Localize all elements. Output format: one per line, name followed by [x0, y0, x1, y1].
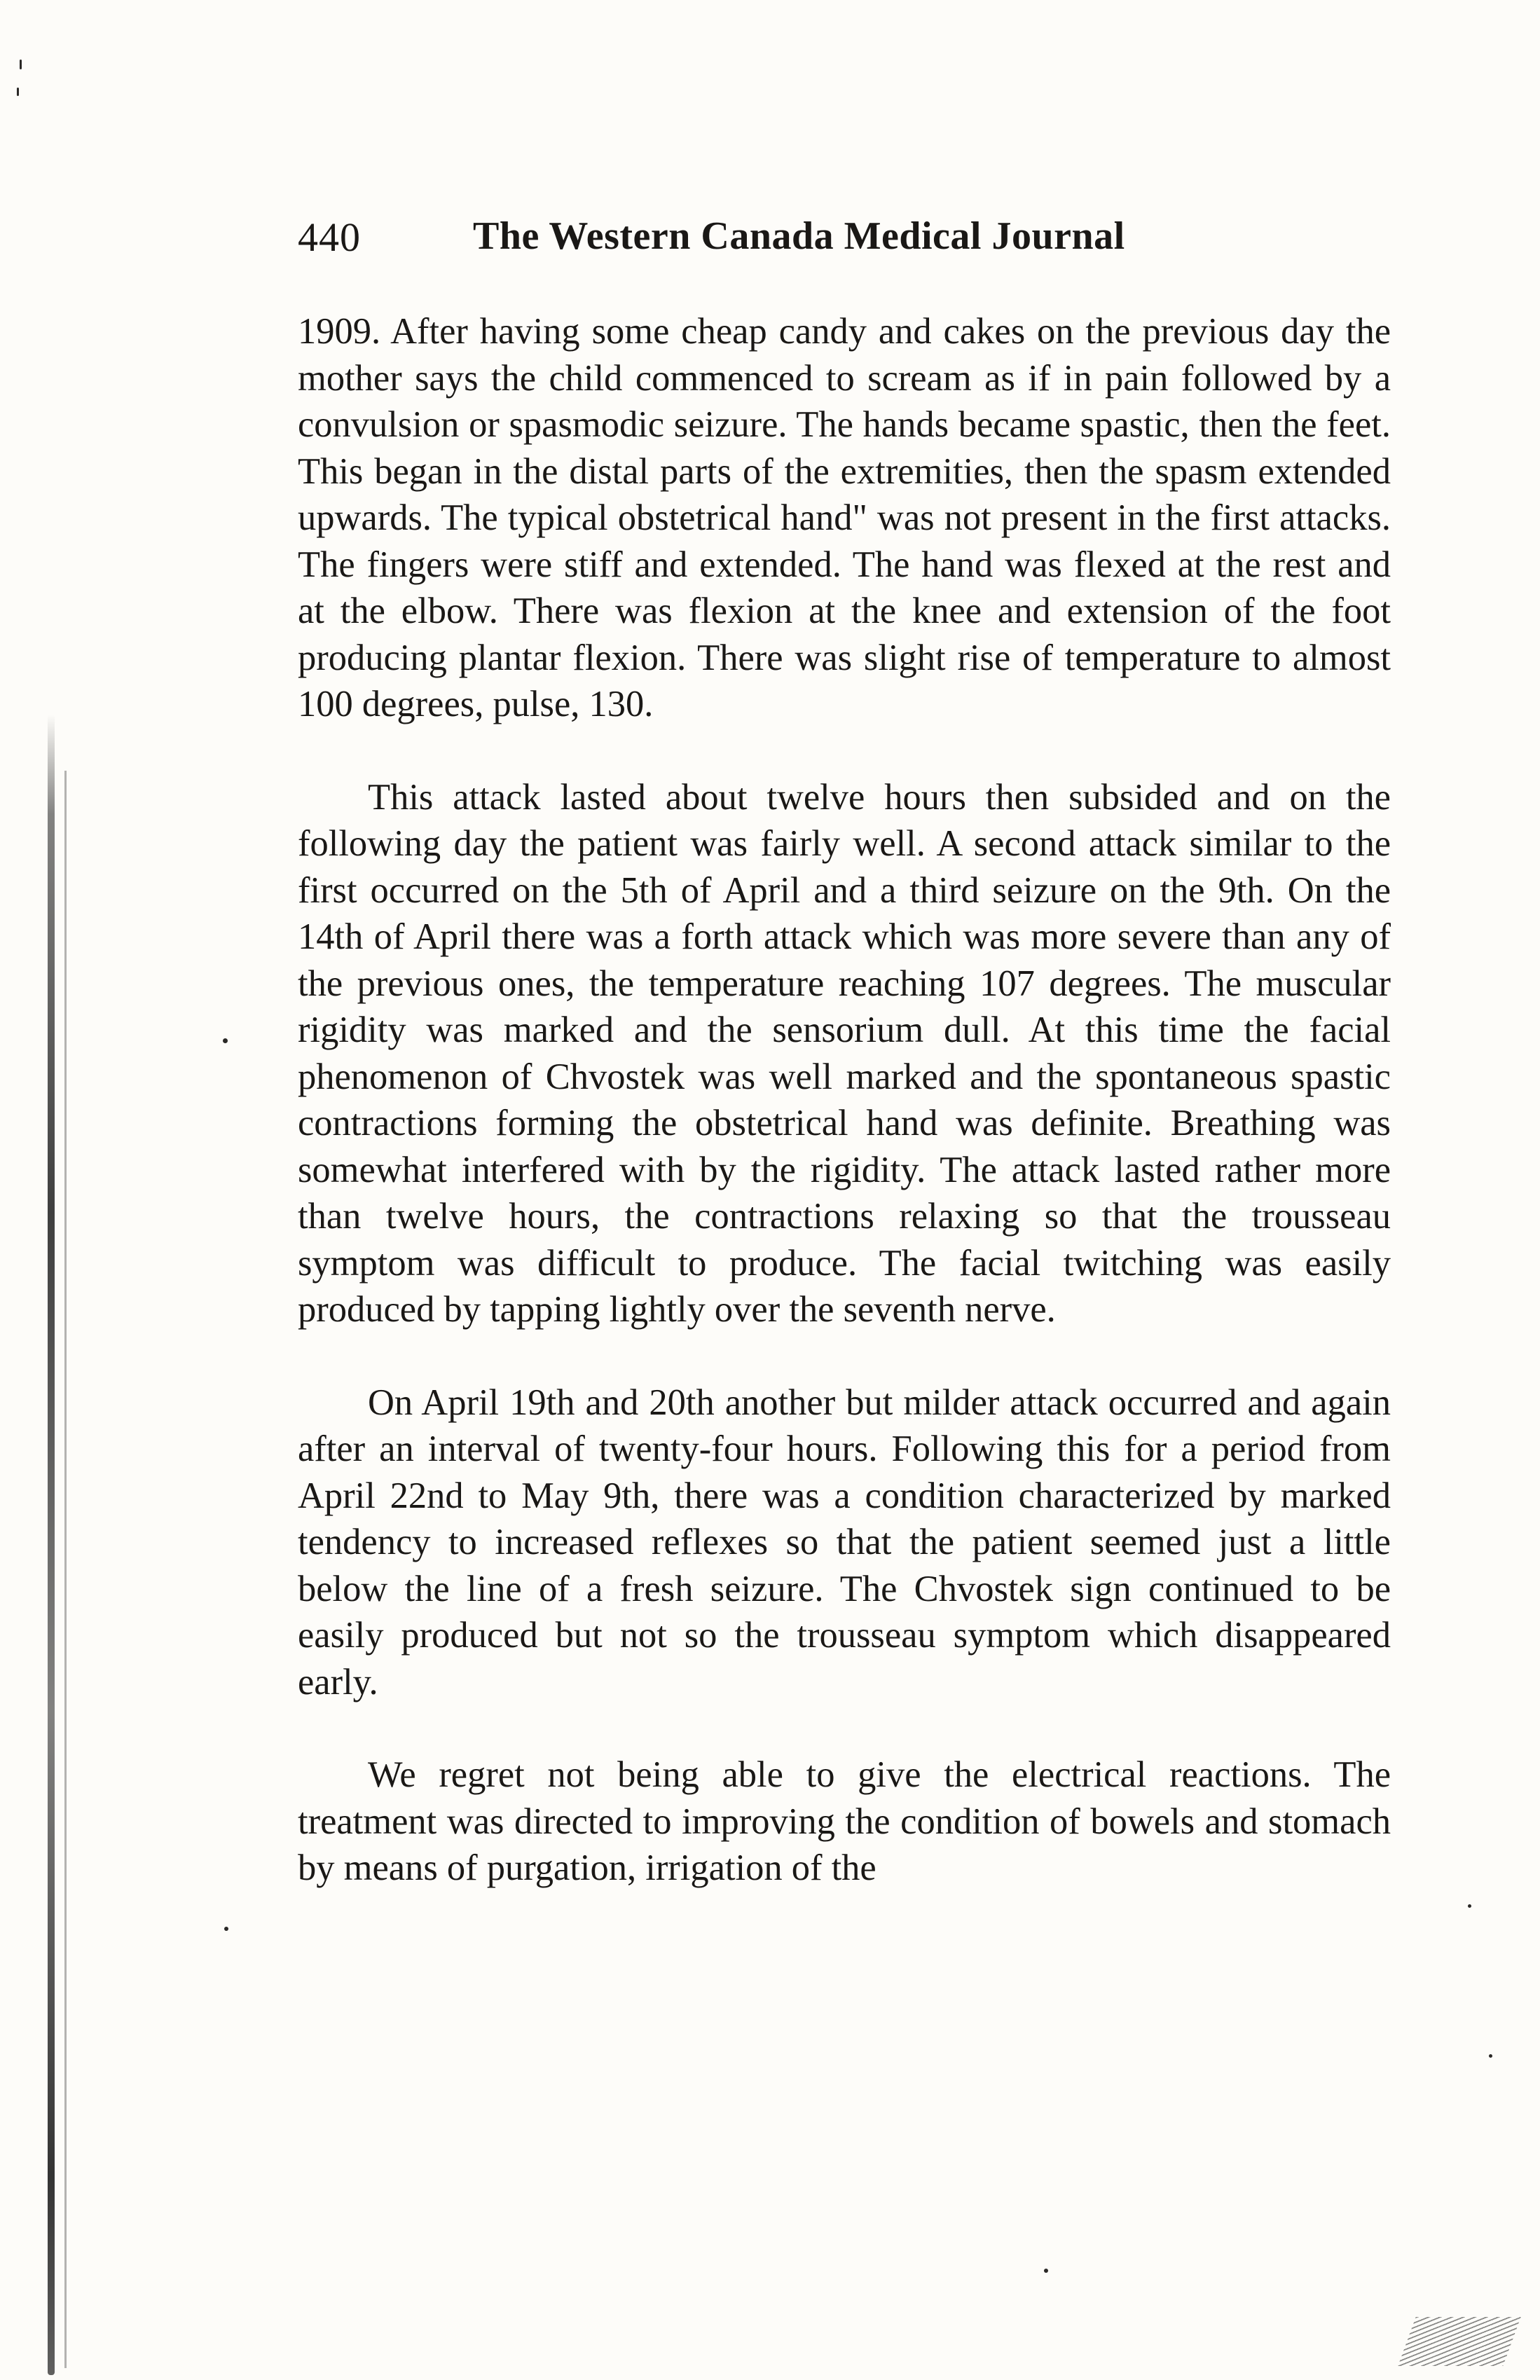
scan-speck — [1489, 2054, 1492, 2058]
paragraph-april-attacks: On April 19th and 20th another but milder attack occurred and again after an interval of twenty-four hours. Following this for a period from April 22nd to May 9th, there was a condition characterized by marked tendency to increased reflexes so that the patient seemed just a little below the line of a fresh seizure. The Chvostek sign continued to be easily produced but not so the trousseau symptom which disappeared early. — [298, 1382, 1391, 1703]
page-header — [298, 214, 1391, 291]
paragraph-treatment: We regret not being able to give the electrical reactions. The treatment was directed to improving the condition of bowels and stomach by means of purgation, irrigation of the — [298, 1754, 1391, 1888]
paragraph-second-attack: This attack lasted about twelve hours then subsided and on the following day the patient was fairly well. A second attack similar to the first occurred on the 5th of April and a third seizure on the 9th. On the 14th of April there was a forth attack which was more severe than any of the previous ones, the temperature reaching 107 degrees. The muscular rigidity was marked and the sensorium dull. At this time the facial phenomenon of Chvostek was well marked and the spontaneous spastic contractions forming the obstetrical hand was definite. Breathing was somewhat interfered with by the rigidity. The attack lasted rather more than twelve hours, the contractions relaxing so that the trousseau symptom was difficult to produce. The facial twitching was easily produced by tapping lightly over the seventh nerve. — [298, 776, 1391, 1330]
scan-corner-artifact — [1398, 2317, 1520, 2366]
scan-speck — [223, 1038, 228, 1043]
running-title: The Western Canada Medical Journal — [473, 214, 1125, 258]
scan-speck — [1468, 1904, 1471, 1908]
scan-speck — [20, 60, 22, 69]
article-body — [298, 308, 1391, 1892]
scan-speck — [224, 1927, 228, 1931]
scan-binding-shadow — [64, 771, 67, 2368]
scan-speck — [17, 88, 19, 96]
page-number: 440 — [298, 214, 361, 260]
paragraph-continuation: 1909. After having some cheap candy and cakes on the previous day the mother says the child commenced to scream as if in pain followed by a convulsion or spasmodic seizure. The hands became spastic, then the feet. This began in the distal parts of the extremities, then the spasm extended upwards. The typical obstetrical hand" was not present in the first attacks. The fingers were stiff and extended. The hand was flexed at the rest and at the elbow. There was flexion at the knee and extension of the foot producing plantar flexion. There was slight rise of temperature to almost 100 degrees, pulse, 130. — [298, 311, 1391, 724]
scan-binding-edge — [48, 715, 55, 2375]
scan-speck — [1044, 2269, 1048, 2273]
